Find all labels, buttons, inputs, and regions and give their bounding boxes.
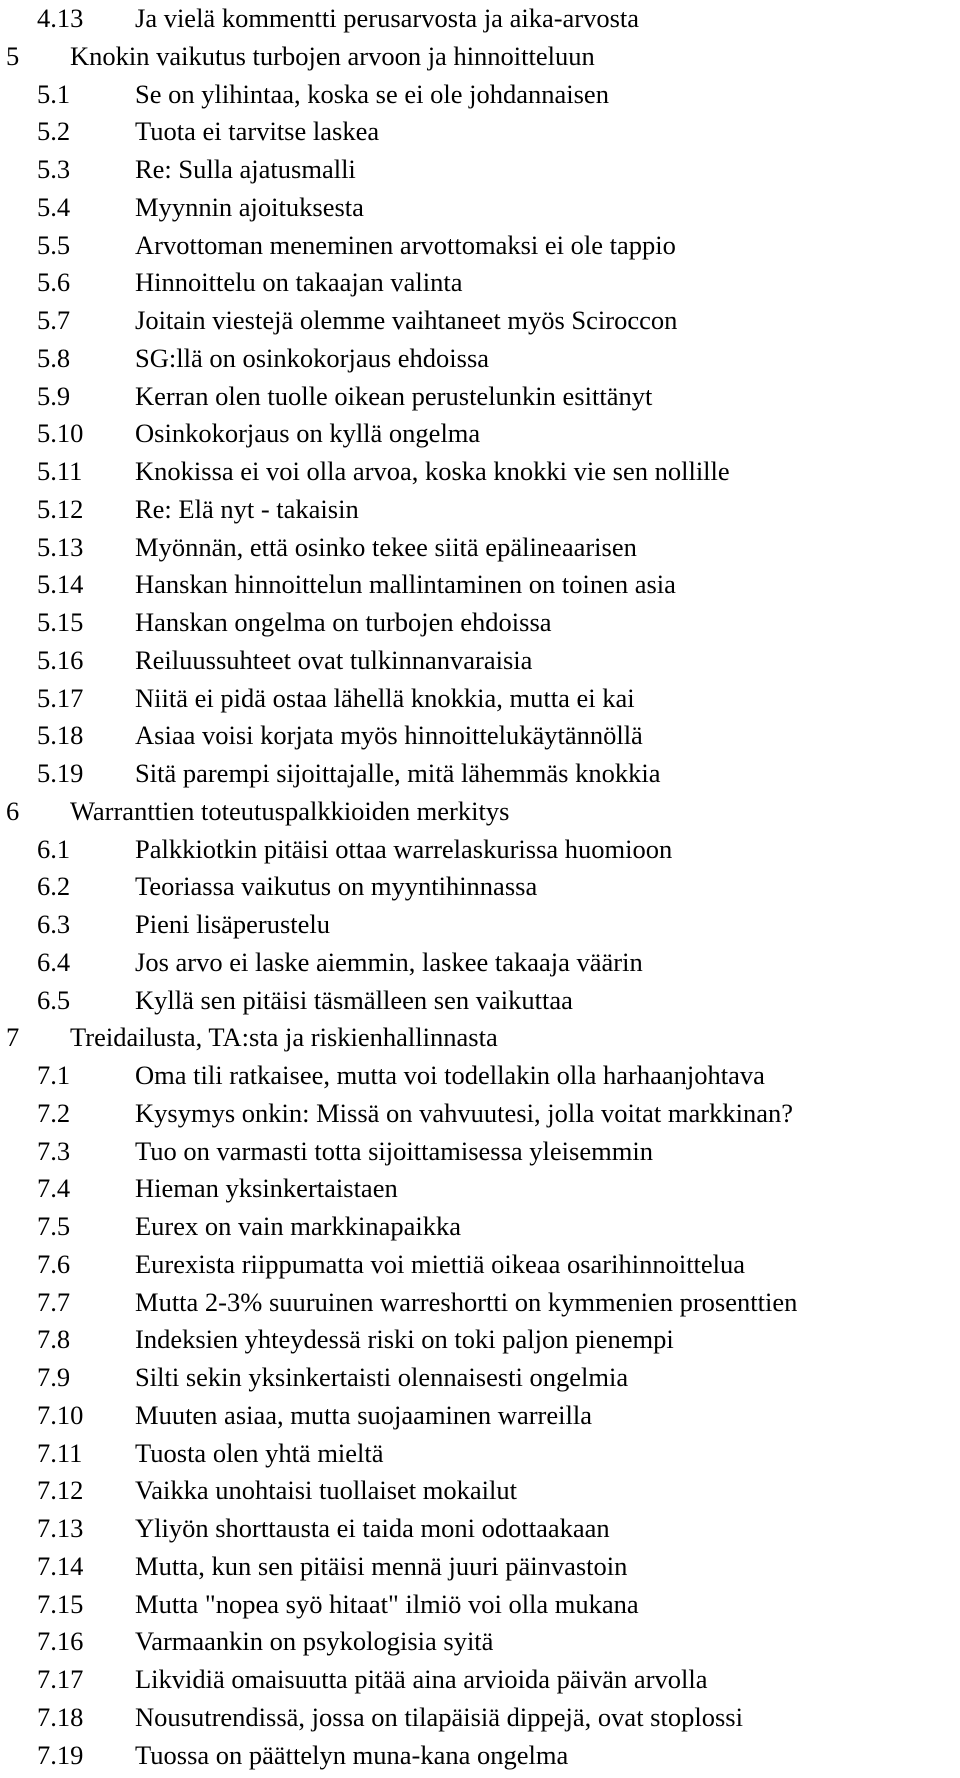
toc-section — [0, 38, 960, 76]
toc-entry — [0, 1321, 960, 1359]
toc-title: Hieman yksinkertaistaen — [135, 1173, 398, 1204]
toc-entry — [0, 340, 960, 378]
toc-section — [0, 1019, 960, 1057]
toc-number: 7.3 — [37, 1135, 71, 1166]
toc-entry — [0, 1095, 960, 1133]
toc-number: 7.5 — [37, 1211, 71, 1241]
toc-entry — [0, 1661, 960, 1699]
toc-title: Pieni lisäperustelu — [135, 909, 331, 939]
toc-number: 7.2 — [37, 1097, 71, 1128]
toc-entry — [0, 717, 960, 755]
toc-number: 7.13 — [37, 1513, 84, 1543]
toc-entry — [0, 1548, 960, 1586]
toc-entry — [0, 1170, 960, 1208]
toc-title: Treidailusta, TA:sta ja riskienhallinnasta — [70, 1022, 498, 1053]
toc-entry — [0, 1284, 960, 1322]
toc-title: Kerran olen tuolle oikean perustelunkin esittänyt — [135, 380, 653, 411]
toc-number: 6 — [6, 795, 20, 826]
toc-entry — [0, 944, 960, 982]
toc-title: Knokissa ei voi olla arvoa, koska knokki vie sen nollille — [135, 456, 730, 486]
toc-number: 5.1 — [37, 78, 71, 109]
toc-title: Likvidiä omaisuutta pitää aina arvioida päivän arvolla — [135, 1664, 708, 1694]
toc-entry — [0, 0, 960, 38]
toc-title: Re: Sulla ajatusmalli — [135, 154, 356, 184]
toc-title: Oma tili ratkaisee, mutta voi todellakin olla harhaanjohtava — [135, 1060, 765, 1090]
toc-title: Joitain viestejä olemme vaihtaneet myös Sciroccon — [135, 305, 678, 335]
toc-entry — [0, 1737, 960, 1775]
toc-title: Eurexista riippumatta voi miettiä oikeaa osarihinnoittelua — [135, 1248, 746, 1279]
toc-title: Jos arvo ei laske aiemmin, laskee takaaja väärin — [135, 946, 643, 977]
toc-number: 5.12 — [37, 493, 84, 524]
toc-entry — [0, 113, 960, 151]
toc-entry — [0, 1472, 960, 1510]
toc-number: 5.16 — [37, 644, 84, 675]
toc-title: Tuota ei tarvitse laskea — [135, 116, 380, 147]
toc-entry — [0, 604, 960, 642]
toc-entry — [0, 302, 960, 340]
toc-entry — [0, 1699, 960, 1737]
toc-number: 6.4 — [37, 946, 71, 977]
toc-title: Silti sekin yksinkertaisti olennaisesti ongelmia — [135, 1362, 629, 1392]
toc-title: Kyllä sen pitäisi täsmälleen sen vaikuttaa — [135, 984, 573, 1015]
toc-number: 6.3 — [37, 909, 71, 939]
toc-entry — [0, 831, 960, 869]
toc-number: 7.8 — [37, 1324, 71, 1355]
toc-number: 7.7 — [37, 1286, 71, 1317]
toc-number: 7.4 — [37, 1173, 71, 1204]
toc-title: Asiaa voisi korjata myös hinnoittelukäytännöllä — [135, 720, 643, 751]
toc-number: 7.9 — [37, 1362, 71, 1392]
toc-number: 5.14 — [37, 569, 84, 600]
toc-title: Yliyön shorttausta ei taida moni odottaakaan — [135, 1513, 610, 1543]
toc-number: 5.19 — [37, 758, 84, 788]
toc-number: 7.14 — [37, 1550, 84, 1581]
toc-entry — [0, 1586, 960, 1624]
toc-number: 5.2 — [37, 116, 71, 147]
toc-title: Indeksien yhteydessä riski on toki paljon pienempi — [135, 1324, 674, 1355]
toc-number: 5.6 — [37, 267, 71, 298]
toc-entry — [0, 76, 960, 114]
toc-entry — [0, 1435, 960, 1473]
toc-entry — [0, 529, 960, 567]
toc-number: 5 — [6, 40, 20, 71]
toc-number: 7.6 — [37, 1248, 71, 1279]
toc-number: 7.1 — [37, 1060, 71, 1090]
toc-entry — [0, 680, 960, 718]
toc-entry — [0, 151, 960, 189]
toc-number: 6.5 — [37, 984, 71, 1015]
toc-entry — [0, 1246, 960, 1284]
toc-entry — [0, 1397, 960, 1435]
toc-entry — [0, 491, 960, 529]
toc-entry — [0, 1623, 960, 1661]
toc-title: Hinnoittelu on takaajan valinta — [135, 267, 463, 298]
toc-number: 5.10 — [37, 418, 84, 449]
toc-title: Osinkokorjaus on kyllä ongelma — [135, 418, 481, 449]
toc-entry — [0, 453, 960, 491]
toc-number: 5.18 — [37, 720, 84, 751]
toc-title: Varmaankin on psykologisia syitä — [135, 1626, 494, 1657]
toc-title: Myönnän, että osinko tekee siitä epälineaarisen — [135, 531, 637, 562]
toc-number: 7.19 — [37, 1739, 84, 1770]
toc-title: Nousutrendissä, jossa on tilapäisiä dippejä, ovat stoplossi — [135, 1701, 743, 1732]
toc-number: 5.7 — [37, 305, 71, 335]
toc-number: 5.13 — [37, 531, 84, 562]
toc-number: 7.11 — [37, 1437, 83, 1468]
toc-title: Mutta "nopea syö hitaat" ilmiö voi olla mukana — [135, 1588, 639, 1619]
toc-number: 5.11 — [37, 456, 83, 486]
toc-number: 6.2 — [37, 871, 71, 902]
toc-title: Myynnin ajoituksesta — [135, 191, 364, 222]
toc-title: Tuo on varmasti totta sijoittamisessa yleisemmin — [135, 1135, 653, 1166]
toc-entry — [0, 1510, 960, 1548]
toc-title: Tuosta olen yhtä mieltä — [135, 1437, 384, 1468]
toc-title: Niitä ei pidä ostaa lähellä knokkia, mutta ei kai — [135, 682, 635, 713]
toc-title: Tuossa on päättelyn muna-kana ongelma — [135, 1739, 569, 1770]
toc-number: 7.15 — [37, 1588, 84, 1619]
toc-title: Eurex on vain markkinapaikka — [135, 1211, 461, 1241]
toc-number: 7.10 — [37, 1399, 84, 1430]
toc-title: Kysymys onkin: Missä on vahvuutesi, jolla voitat markkinan? — [135, 1097, 794, 1128]
toc-number: 5.15 — [37, 607, 84, 637]
toc-number: 7 — [6, 1022, 20, 1053]
toc-title: Arvottoman meneminen arvottomaksi ei ole tappio — [135, 229, 676, 260]
toc-title: Mutta, kun sen pitäisi mennä juuri päinvastoin — [135, 1550, 628, 1581]
toc-number: 7.18 — [37, 1701, 84, 1732]
toc-entry — [0, 1359, 960, 1397]
toc-title: Vaikka unohtaisi tuollaiset mokailut — [135, 1475, 517, 1506]
toc-title: Hanskan hinnoittelun mallintaminen on toinen asia — [135, 569, 676, 600]
toc-title: Re: Elä nyt - takaisin — [135, 493, 359, 524]
toc-number: 5.4 — [37, 191, 71, 222]
toc-entry — [0, 415, 960, 453]
toc-entry — [0, 868, 960, 906]
toc-title: Mutta 2-3% suuruinen warreshortti on kymmenien prosenttien — [135, 1286, 798, 1317]
toc-number: 5.17 — [37, 682, 84, 713]
toc-title: SG:llä on osinkokorjaus ehdoissa — [135, 342, 490, 373]
toc-entry — [0, 189, 960, 227]
toc-title: Hanskan ongelma on turbojen ehdoissa — [135, 607, 552, 637]
toc-entry — [0, 566, 960, 604]
toc-entry — [0, 642, 960, 680]
toc-title: Sitä parempi sijoittajalle, mitä lähemmäs knokkia — [135, 758, 661, 788]
toc-title: Teoriassa vaikutus on myyntihinnassa — [135, 871, 538, 902]
toc-number: 5.8 — [37, 342, 71, 373]
toc-entry — [0, 1057, 960, 1095]
toc-entry — [0, 378, 960, 416]
toc-entry — [0, 982, 960, 1020]
toc-title: Se on ylihintaa, koska se ei ole johdannaisen — [135, 78, 609, 109]
toc-number: 7.16 — [37, 1626, 84, 1657]
toc-number: 6.1 — [37, 833, 71, 864]
toc-title: Warranttien toteutuspalkkioiden merkitys — [70, 795, 510, 826]
toc-title: Reiluussuhteet ovat tulkinnanvaraisia — [135, 644, 533, 675]
toc-number: 7.17 — [37, 1664, 84, 1694]
toc-entry — [0, 906, 960, 944]
toc-entry — [0, 755, 960, 793]
toc-title: Ja vielä kommentti perusarvosta ja aika-arvosta — [135, 3, 640, 33]
toc-title: Palkkiotkin pitäisi ottaa warrelaskurissa huomioon — [135, 833, 673, 864]
toc-number: 5.9 — [37, 380, 71, 411]
toc-entry — [0, 1208, 960, 1246]
toc-entry — [0, 1133, 960, 1171]
toc-title: Knokin vaikutus turbojen arvoon ja hinnoitteluun — [70, 40, 595, 71]
toc-title: Muuten asiaa, mutta suojaaminen warreilla — [135, 1399, 592, 1430]
toc-number: 5.5 — [37, 229, 71, 260]
toc-section — [0, 793, 960, 831]
toc-number: 4.13 — [37, 3, 84, 33]
toc-number: 5.3 — [37, 154, 71, 184]
toc-number: 7.12 — [37, 1475, 84, 1506]
toc-entry — [0, 227, 960, 265]
toc-entry — [0, 264, 960, 302]
